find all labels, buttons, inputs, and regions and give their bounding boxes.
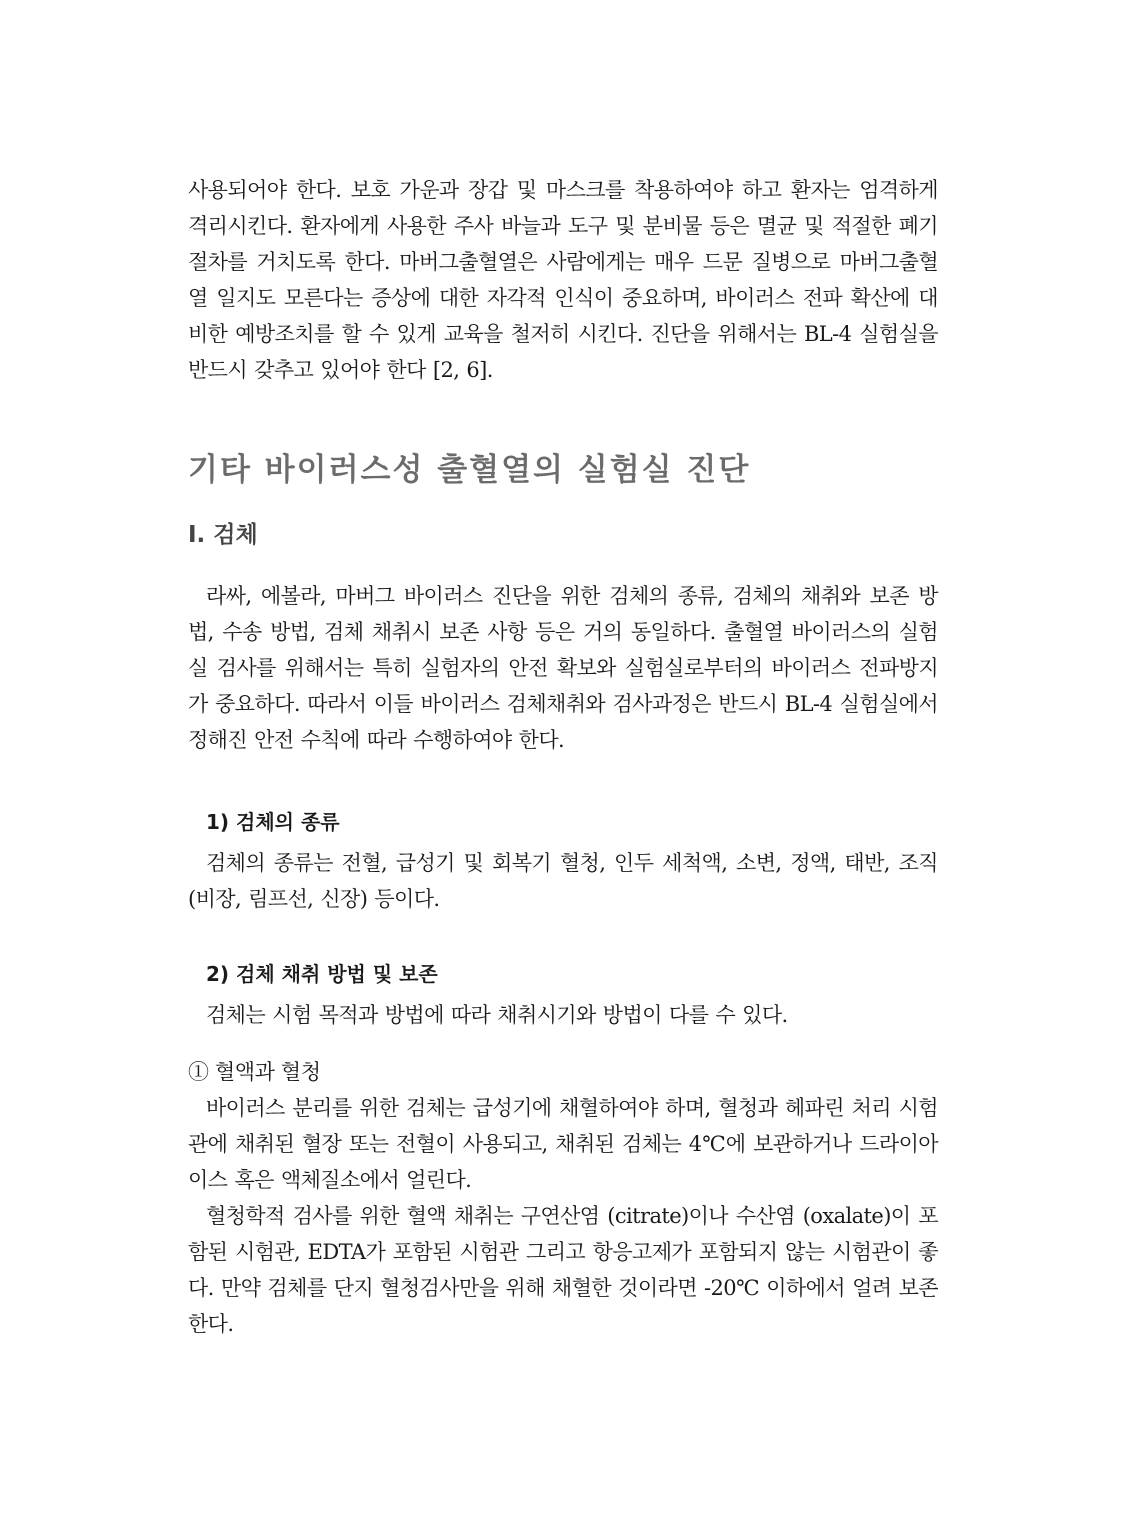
item-blood-serum-label: ① 혈액과 혈청 xyxy=(188,1060,321,1084)
section-title: 기타 바이러스성 출혈열의 실험실 진단 xyxy=(188,452,751,488)
subsection-paragraph: 라싸, 에볼라, 마버그 바이러스 진단을 위한 검체의 종류, 검체의 채취와 보존 방법, 수송 방법, 검체 채취시 보존 사항 등은 거의 동일하다. 출혈열 바이러스의 실험실 검사를 위해서는 특히 실험자의 안전 확보와 실험실로부터의 바이러스 전파방지가 중요하다. 따라서 이들 바이러스 검체채취와 검사과정은 반드시 BL-4 실험실에서 정해진 안전 수칙에 따라 수행하여야 한다. xyxy=(188,584,938,752)
specimen-types-paragraph: 검체의 종류는 전혈, 급성기 및 회복기 혈청, 인두 세척액, 소변, 정액, 태반, 조직 (비장, 림프선, 신장) 등이다. xyxy=(188,851,938,911)
heading-specimen-types: 1) 검체의 종류 xyxy=(206,810,340,834)
collection-method-paragraph: 검체는 시험 목적과 방법에 따라 채취시기와 방법이 다를 수 있다. xyxy=(206,1003,788,1027)
intro-paragraph: 사용되어야 한다. 보호 가운과 장갑 및 마스크를 착용하여야 하고 환자는 엄격하게 격리시킨다. 환자에게 사용한 주사 바늘과 도구 및 분비물 등은 멸균 및 적절한 폐기 절차를 거치도록 한다. 마버그출혈열은 사람에게는 매우 드문 질병으로 마버그출혈열 일지도 모른다는 증상에 대한 자각적 인식이 중요하며, 바이러스 전파 확산에 대비한 예방조치를 할 수 있게 교육을 철저히 시킨다. 진단을 위해서는 BL-4 실험실을 반드시 갖추고 있어야 한다 [2, 6]. xyxy=(188,178,938,382)
blood-serum-paragraph-2: 혈청학적 검사를 위한 혈액 채취는 구연산염 (citrate)이나 수산염 (oxalate)이 포함된 시험관, EDTA가 포함된 시험관 그리고 항응고제가 포함되지 않는 시험관이 좋다. 만약 검체를 단지 혈청검사만을 위해 채혈한 것이라면 -20℃ 이하에서 얼려 보존한다. xyxy=(188,1204,938,1336)
blood-serum-paragraph-1: 바이러스 분리를 위한 검체는 급성기에 채혈하여야 하며, 혈청과 헤파린 처리 시험관에 채취된 혈장 또는 전혈이 사용되고, 채취된 검체는 4℃에 보관하거나 드라이아이스 혹은 액체질소에서 얼린다. xyxy=(188,1096,938,1192)
heading-collection-method: 2) 검체 채취 방법 및 보존 xyxy=(206,962,438,986)
subsection-title: Ⅰ. 검체 xyxy=(188,522,258,548)
